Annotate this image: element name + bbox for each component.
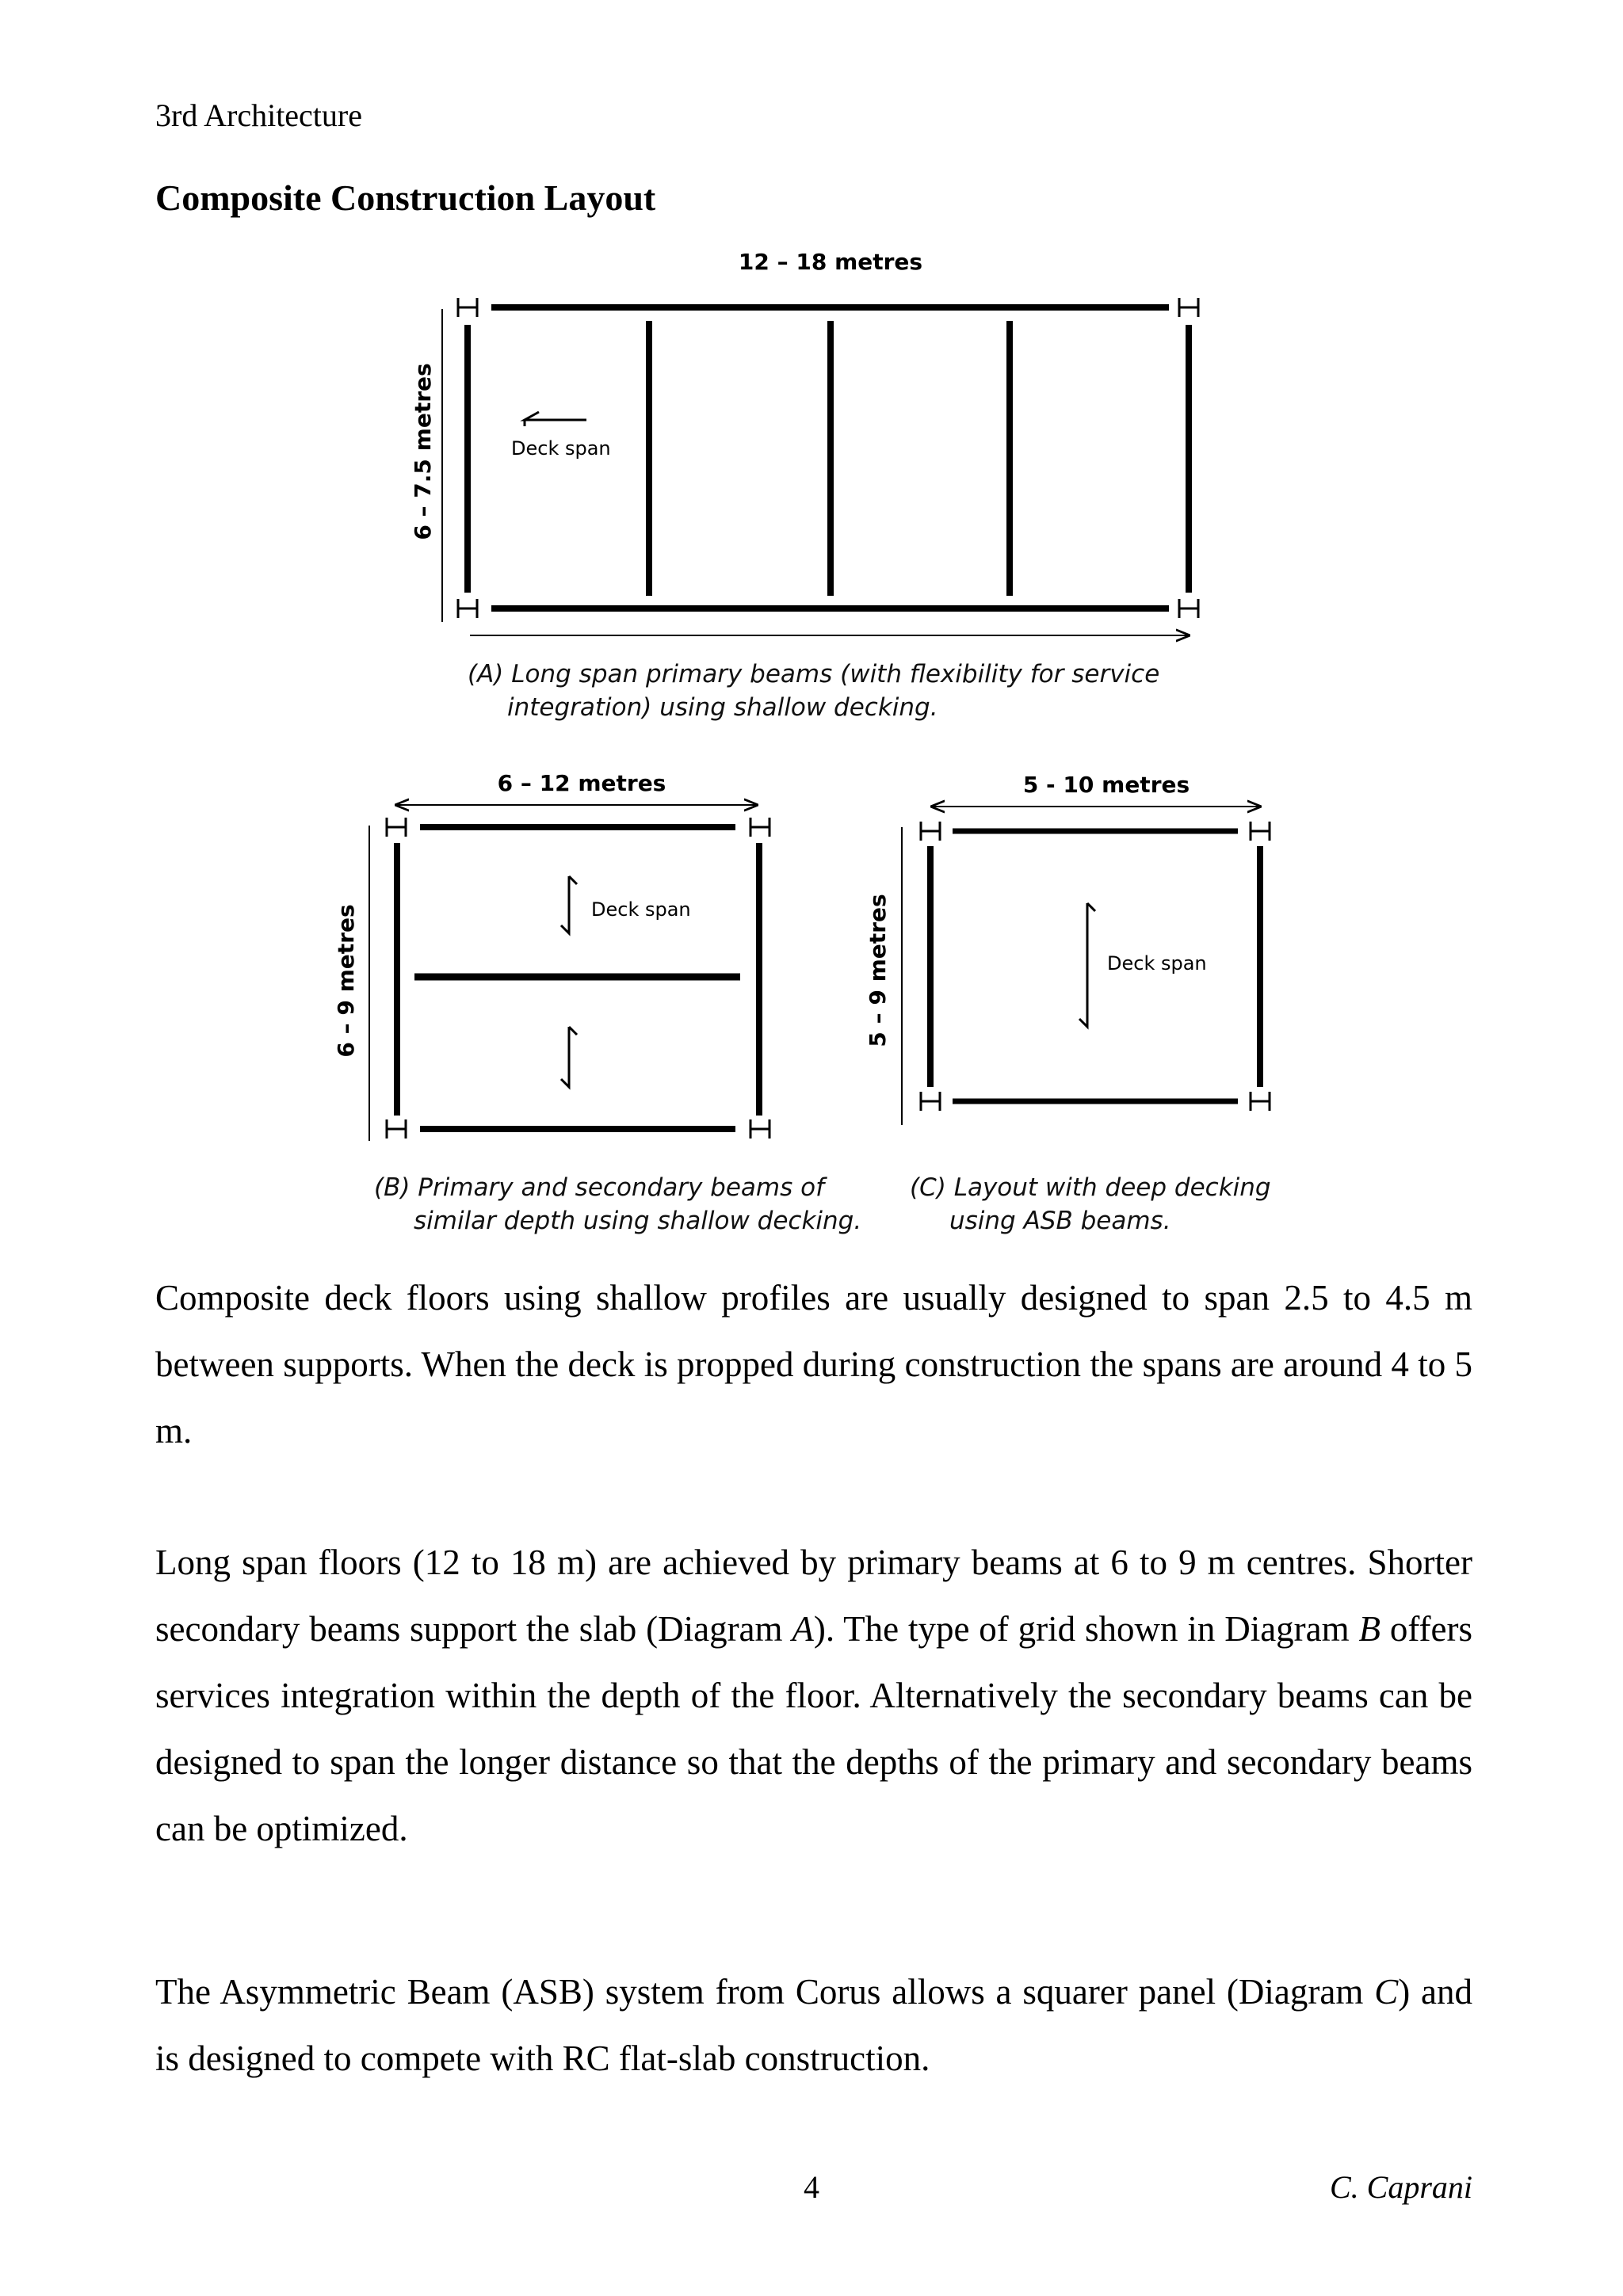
diagram-a	[410, 249, 1198, 635]
diagram-c-deck-label: Deck span	[1107, 952, 1207, 974]
paragraph-long-span-text-1: Long span floors (12 to 18 m) are achieved by primary beams at 6 to 9 m centres. Shorter secondary beams support the slab (Diagram	[155, 1543, 1472, 1649]
running-header: 3rd Architecture	[155, 97, 362, 133]
diagram-b-height-label: 6 – 9 metres	[333, 904, 359, 1058]
diagram-a-width-label: 12 – 18 metres	[738, 249, 923, 275]
diagram-b	[333, 770, 769, 1141]
diagram-c-reference: C	[1374, 1972, 1399, 2012]
diagram-a-deck-label: Deck span	[511, 437, 611, 460]
diagram-a-caption-line1: (A) Long span primary beams (with flexibility for service	[468, 660, 1160, 688]
section-title: Composite Construction Layout	[155, 177, 656, 218]
diagram-b-deck-span-arrow-lower	[561, 1027, 577, 1087]
diagram-c	[865, 772, 1270, 1125]
diagram-a-caption	[468, 658, 1159, 724]
diagram-b-caption-line1: (B) Primary and secondary beams of	[374, 1173, 825, 1202]
diagram-c-caption-line2: using ASB beams.	[949, 1207, 1171, 1235]
diagram-c-deck-span-arrow	[1079, 903, 1095, 1027]
paragraph-long-span-text-2: ). The type of grid shown in Diagram	[813, 1609, 1359, 1649]
paragraph-deck-spans: Composite deck floors using shallow profiles are usually designed to span 2.5 to 4.5 m between supports. When the deck is propped during construction the spans are around 4 to 5 m.	[155, 1278, 1472, 1451]
footer-author: C. Caprani	[1329, 2169, 1472, 2205]
diagram-a-deck-span-arrow	[525, 412, 586, 426]
diagram-b-reference: B	[1358, 1609, 1381, 1649]
paragraph-long-span-floors	[155, 1529, 1472, 1862]
diagram-b-deck-label: Deck span	[591, 898, 691, 921]
diagram-c-width-label: 5 - 10 metres	[1022, 772, 1190, 798]
paragraph-asb-text-2: ) and is designed to compete with RC flat-slab construction.	[155, 1972, 1472, 2078]
diagram-a-height-label: 6 – 7.5 metres	[410, 363, 436, 540]
page-number: 4	[804, 2169, 819, 2205]
paragraph-long-span-text-3: offers services integration within the depth of the floor. Alternatively the secondary beams can be designed to span the longer distance so that the depths of the primary and secondary beams can be optimized.	[155, 1609, 1472, 1848]
paragraph-asb-system	[155, 1958, 1472, 2092]
diagram-c-column-symbols	[921, 822, 1270, 1111]
paragraph-asb-text-1: The Asymmetric Beam (ASB) system from Corus allows a squarer panel (Diagram	[155, 1972, 1375, 2012]
diagram-c-height-label: 5 – 9 metres	[865, 894, 891, 1047]
diagram-b-width-label: 6 – 12 metres	[497, 770, 666, 796]
diagram-b-caption	[374, 1171, 861, 1238]
diagram-b-deck-span-arrow-upper	[561, 876, 577, 933]
diagram-a-caption-line2: integration) using shallow decking.	[507, 693, 938, 722]
diagram-c-caption-line1: (C) Layout with deep decking	[910, 1173, 1271, 1202]
diagram-c-caption	[910, 1171, 1271, 1238]
diagram-a-reference: A	[792, 1609, 814, 1649]
diagram-b-caption-line2: similar depth using shallow decking.	[414, 1207, 862, 1235]
